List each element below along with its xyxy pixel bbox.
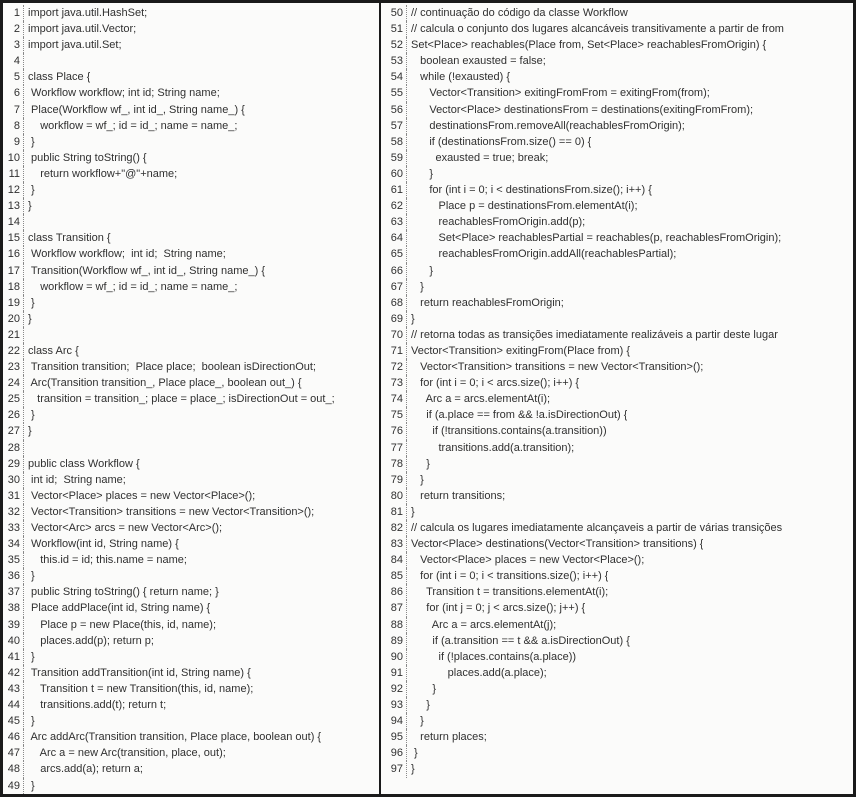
code-line xyxy=(3,295,379,311)
line-number: 84 xyxy=(381,552,407,568)
line-number: 65 xyxy=(381,246,407,262)
code-text: // continuação do código da classe Workflow xyxy=(411,7,628,19)
line-number: 52 xyxy=(381,37,407,53)
line-number: 82 xyxy=(381,520,407,536)
code-text: public String toString() { xyxy=(28,151,147,164)
line-number: 88 xyxy=(381,617,407,633)
code-text: } xyxy=(28,135,35,148)
code-line xyxy=(3,649,379,665)
code-text: for (int j = 0; j < arcs.size(); j++) { xyxy=(411,602,586,615)
line-number: 63 xyxy=(381,214,407,230)
code-text: } xyxy=(411,505,415,518)
code-text: if (a.transition == t && a.isDirectionOut) { xyxy=(411,634,630,647)
code-line xyxy=(3,536,379,552)
code-text: Arc(Transition transition_, Place place_, boolean out_) { xyxy=(28,377,302,390)
code-line xyxy=(3,327,379,343)
code-text: boolean exausted = false; xyxy=(411,55,546,68)
line-number: 83 xyxy=(381,536,407,552)
code-line xyxy=(381,21,853,37)
line-number: 24 xyxy=(3,375,24,391)
code-text: // retorna todas as transições imediatamente realizáveis a partir deste lugar xyxy=(411,328,778,341)
code-text: } xyxy=(28,570,35,583)
code-line xyxy=(3,182,379,198)
line-number: 62 xyxy=(381,198,407,214)
code-line xyxy=(381,85,853,101)
code-text: exausted = true; break; xyxy=(411,151,549,164)
code-line xyxy=(3,69,379,85)
line-number: 33 xyxy=(3,520,24,536)
line-number: 91 xyxy=(381,665,407,681)
code-text: import java.util.Vector; xyxy=(28,23,137,36)
code-line xyxy=(381,198,853,214)
line-number: 68 xyxy=(381,295,407,311)
code-line xyxy=(381,343,853,359)
line-number: 8 xyxy=(3,118,24,134)
code-line xyxy=(3,37,379,53)
code-text: Arc a = arcs.elementAt(j); xyxy=(411,618,557,631)
code-line xyxy=(381,375,853,391)
line-number: 95 xyxy=(381,729,407,745)
line-number: 85 xyxy=(381,568,407,584)
line-number: 7 xyxy=(3,102,24,118)
code-text: Place(Workflow wf_, int id_, String name_) { xyxy=(28,103,245,116)
code-line xyxy=(3,520,379,536)
code-line xyxy=(381,600,853,616)
code-text: } xyxy=(411,473,424,486)
line-number: 44 xyxy=(3,697,24,713)
line-number: 51 xyxy=(381,21,407,37)
line-number: 23 xyxy=(3,359,24,375)
line-number: 10 xyxy=(3,150,24,166)
code-line xyxy=(381,327,853,343)
code-line xyxy=(3,568,379,584)
line-number: 2 xyxy=(3,21,24,37)
code-text: Arc a = new Arc(transition, place, out); xyxy=(28,747,226,760)
code-line xyxy=(381,311,853,327)
code-text: Arc a = arcs.elementAt(i); xyxy=(411,393,551,406)
line-number: 73 xyxy=(381,375,407,391)
line-number: 16 xyxy=(3,246,24,262)
line-number: 78 xyxy=(381,456,407,472)
line-number: 43 xyxy=(3,681,24,697)
code-text: reachablesFromOrigin.add(p); xyxy=(411,216,586,229)
code-line xyxy=(3,681,379,697)
code-line xyxy=(3,423,379,439)
code-text: } xyxy=(28,184,35,197)
line-number: 97 xyxy=(381,761,407,777)
code-text: places.add(a.place); xyxy=(411,666,547,679)
code-text: reachablesFromOrigin.addAll(reachablesPartial); xyxy=(411,248,677,261)
line-number: 57 xyxy=(381,118,407,134)
line-number: 35 xyxy=(3,552,24,568)
code-line xyxy=(3,53,379,69)
code-line xyxy=(381,279,853,295)
line-number: 69 xyxy=(381,311,407,327)
code-line xyxy=(381,552,853,568)
code-text: } xyxy=(411,280,424,293)
code-text: } xyxy=(411,747,418,760)
code-line xyxy=(3,102,379,118)
code-text: Workflow workflow; int id; String name; xyxy=(28,248,226,261)
code-line xyxy=(381,166,853,182)
code-text: Vector<Place> places = new Vector<Place>(); xyxy=(28,489,256,502)
code-text: workflow = wf_; id = id_; name = name_; xyxy=(28,119,238,132)
line-number: 54 xyxy=(381,69,407,85)
line-number: 45 xyxy=(3,713,24,729)
code-line xyxy=(3,198,379,214)
code-line xyxy=(381,359,853,375)
code-line xyxy=(3,263,379,279)
code-text: places.add(p); return p; xyxy=(28,634,154,647)
line-number: 71 xyxy=(381,343,407,359)
code-text: } xyxy=(28,296,35,309)
line-number: 38 xyxy=(3,600,24,616)
code-line xyxy=(381,53,853,69)
line-number: 66 xyxy=(381,263,407,279)
line-number: 60 xyxy=(381,166,407,182)
code-text: } xyxy=(411,167,434,180)
line-number: 13 xyxy=(3,198,24,214)
line-number: 87 xyxy=(381,600,407,616)
code-text: import java.util.HashSet; xyxy=(28,7,148,19)
code-line xyxy=(381,246,853,262)
code-text: } xyxy=(411,457,430,470)
line-number: 18 xyxy=(3,279,24,295)
line-number: 32 xyxy=(3,504,24,520)
line-number: 30 xyxy=(3,472,24,488)
code-line xyxy=(3,745,379,761)
line-number: 90 xyxy=(381,649,407,665)
code-line xyxy=(381,295,853,311)
line-number: 75 xyxy=(381,407,407,423)
code-text: } xyxy=(28,409,35,422)
code-text: } xyxy=(28,200,32,213)
code-text: Vector<Place> destinations(Vector<Transition> transitions) { xyxy=(411,538,704,551)
code-text: workflow = wf_; id = id_; name = name_; xyxy=(28,280,238,293)
line-number: 4 xyxy=(3,53,24,69)
code-line xyxy=(381,102,853,118)
line-number: 15 xyxy=(3,230,24,246)
line-number: 40 xyxy=(3,633,24,649)
line-number: 41 xyxy=(3,649,24,665)
code-line xyxy=(381,182,853,198)
line-number: 72 xyxy=(381,359,407,375)
line-number: 47 xyxy=(3,745,24,761)
code-line xyxy=(381,761,853,777)
line-number: 27 xyxy=(3,423,24,439)
code-text: Vector<Arc> arcs = new Vector<Arc>(); xyxy=(28,522,223,534)
code-line xyxy=(381,713,853,729)
code-line xyxy=(381,440,853,456)
line-number: 77 xyxy=(381,440,407,456)
code-text: class Arc { xyxy=(28,344,79,357)
line-number: 31 xyxy=(3,488,24,504)
code-line xyxy=(3,134,379,150)
code-line xyxy=(3,150,379,166)
code-text: Arc addArc(Transition transition, Place place, boolean out) { xyxy=(28,731,322,744)
code-text: destinationsFrom.removeAll(reachablesFromOrigin); xyxy=(411,119,685,132)
line-number: 3 xyxy=(3,37,24,53)
code-line xyxy=(381,423,853,439)
code-line xyxy=(3,456,379,472)
code-text xyxy=(24,327,28,343)
line-number: 1 xyxy=(3,5,24,21)
code-text: return transitions; xyxy=(411,489,506,502)
line-number: 20 xyxy=(3,311,24,327)
line-number: 56 xyxy=(381,102,407,118)
line-number: 67 xyxy=(381,279,407,295)
code-line xyxy=(3,600,379,616)
line-number: 36 xyxy=(3,568,24,584)
code-line xyxy=(3,552,379,568)
code-line xyxy=(3,617,379,633)
line-number: 25 xyxy=(3,391,24,407)
code-text: if (!places.contains(a.place)) xyxy=(411,650,577,663)
code-line xyxy=(381,391,853,407)
line-number: 37 xyxy=(3,584,24,600)
code-line xyxy=(381,37,853,53)
code-line xyxy=(3,166,379,182)
code-text: } xyxy=(411,763,415,776)
line-number: 17 xyxy=(3,263,24,279)
line-number: 14 xyxy=(3,214,24,230)
line-number: 59 xyxy=(381,150,407,166)
code-text: Set<Place> reachablesPartial = reachables(p, reachablesFromOrigin); xyxy=(411,232,782,245)
code-text: // calcula o conjunto dos lugares alcancáveis transitivamente a partir de from xyxy=(411,23,784,36)
code-text xyxy=(24,214,28,230)
code-text: } xyxy=(411,312,415,325)
code-line xyxy=(3,279,379,295)
line-number: 26 xyxy=(3,407,24,423)
code-text: transitions.add(t); return t; xyxy=(28,699,167,712)
code-line xyxy=(3,633,379,649)
code-line xyxy=(3,504,379,520)
code-text: Vector<Place> places = new Vector<Place>(); xyxy=(411,554,645,567)
code-line xyxy=(3,391,379,407)
code-text: } xyxy=(28,425,32,438)
line-number: 42 xyxy=(3,665,24,681)
line-number: 53 xyxy=(381,53,407,69)
line-number: 94 xyxy=(381,713,407,729)
code-line xyxy=(3,729,379,745)
code-text: arcs.add(a); return a; xyxy=(28,763,143,776)
line-number: 28 xyxy=(3,440,24,456)
line-number: 34 xyxy=(3,536,24,552)
code-line xyxy=(381,745,853,761)
code-text: } xyxy=(411,682,437,695)
code-text: } xyxy=(411,264,434,277)
code-text: } xyxy=(411,715,424,728)
code-line xyxy=(3,246,379,262)
line-number: 79 xyxy=(381,472,407,488)
line-number: 70 xyxy=(381,327,407,343)
code-text: transitions.add(a.transition); xyxy=(411,441,575,454)
line-number: 86 xyxy=(381,584,407,600)
code-line xyxy=(381,150,853,166)
code-line xyxy=(3,343,379,359)
code-line xyxy=(381,504,853,520)
code-column-right xyxy=(379,3,853,794)
line-number: 55 xyxy=(381,85,407,101)
code-text: Place addPlace(int id, String name) { xyxy=(28,602,211,615)
code-line xyxy=(381,536,853,552)
code-text: Transition t = transitions.elementAt(i); xyxy=(411,586,609,599)
code-text: Workflow workflow; int id; String name; xyxy=(28,87,220,100)
code-line xyxy=(3,440,379,456)
code-line xyxy=(381,407,853,423)
code-line xyxy=(381,134,853,150)
code-text: for (int i = 0; i < transitions.size(); i++) { xyxy=(411,570,609,583)
line-number: 49 xyxy=(3,778,24,794)
code-text: // calcula os lugares imediatamente alcançaveis a partir de várias transições xyxy=(411,522,783,534)
code-text: return workflow+"@"+name; xyxy=(28,167,178,180)
code-text: if (!transitions.contains(a.transition)) xyxy=(411,425,607,438)
code-line xyxy=(3,85,379,101)
code-text: } xyxy=(28,650,35,663)
code-line xyxy=(381,568,853,584)
code-text: } xyxy=(411,699,430,712)
code-line xyxy=(3,584,379,600)
code-text: Vector<Transition> exitingFromFrom = exitingFrom(from); xyxy=(411,87,710,100)
code-line xyxy=(381,617,853,633)
code-line xyxy=(381,488,853,504)
code-text: import java.util.Set; xyxy=(28,39,122,52)
code-text: } xyxy=(28,715,35,728)
line-number: 92 xyxy=(381,681,407,697)
code-line xyxy=(381,69,853,85)
code-line xyxy=(381,230,853,246)
line-number: 81 xyxy=(381,504,407,520)
line-number: 11 xyxy=(3,166,24,182)
line-number: 58 xyxy=(381,134,407,150)
line-number: 5 xyxy=(3,69,24,85)
code-line xyxy=(3,761,379,777)
code-line xyxy=(3,214,379,230)
code-line xyxy=(381,456,853,472)
line-number: 39 xyxy=(3,617,24,633)
code-line xyxy=(3,713,379,729)
code-line xyxy=(381,681,853,697)
line-number: 89 xyxy=(381,633,407,649)
line-number: 12 xyxy=(3,182,24,198)
code-text: Transition t = new Transition(this, id, name); xyxy=(28,682,254,695)
code-text: Place p = destinationsFrom.elementAt(i); xyxy=(411,200,638,213)
code-text: if (destinationsFrom.size() == 0) { xyxy=(411,135,592,148)
code-line xyxy=(3,5,379,21)
code-text: int id; String name; xyxy=(28,473,126,486)
code-text: Set<Place> reachables(Place from, Set<Place> reachablesFromOrigin) { xyxy=(411,39,767,52)
code-text: class Place { xyxy=(28,71,91,84)
code-line xyxy=(3,118,379,134)
line-number: 19 xyxy=(3,295,24,311)
code-line xyxy=(381,649,853,665)
code-line xyxy=(381,584,853,600)
code-text: Vector<Transition> transitions = new Vector<Transition>(); xyxy=(411,361,704,374)
line-number: 93 xyxy=(381,697,407,713)
code-text: Transition transition; Place place; boolean isDirectionOut; xyxy=(28,361,316,374)
code-line xyxy=(381,697,853,713)
code-text: for (int i = 0; i < destinationsFrom.size(); i++) { xyxy=(411,184,652,197)
code-text: public class Workflow { xyxy=(28,457,140,470)
code-text: return places; xyxy=(411,731,487,744)
line-number: 46 xyxy=(3,729,24,745)
line-number: 64 xyxy=(381,230,407,246)
code-line xyxy=(381,665,853,681)
code-line xyxy=(3,407,379,423)
code-line xyxy=(3,230,379,246)
code-text: } xyxy=(28,312,32,325)
code-text: Vector<Transition> exitingFrom(Place from) { xyxy=(411,344,631,357)
code-text: while (!exausted) { xyxy=(411,71,511,84)
code-line xyxy=(3,472,379,488)
code-line xyxy=(381,214,853,230)
code-text: } xyxy=(28,779,35,792)
line-number: 21 xyxy=(3,327,24,343)
code-text: this.id = id; this.name = name; xyxy=(28,554,187,567)
code-text: transition = transition_; place = place_; isDirectionOut = out_; xyxy=(28,393,335,406)
code-line xyxy=(3,697,379,713)
code-text xyxy=(24,53,28,69)
code-line xyxy=(3,665,379,681)
code-text xyxy=(24,440,28,456)
code-column-left xyxy=(3,3,379,794)
line-number: 96 xyxy=(381,745,407,761)
line-number: 74 xyxy=(381,391,407,407)
code-line xyxy=(3,488,379,504)
code-line xyxy=(3,778,379,794)
code-text: Workflow(int id, String name) { xyxy=(28,538,179,551)
code-line xyxy=(381,118,853,134)
code-text: if (a.place == from && !a.isDirectionOut) { xyxy=(411,409,628,422)
code-line xyxy=(381,263,853,279)
line-number: 6 xyxy=(3,85,24,101)
code-line xyxy=(3,375,379,391)
line-number: 22 xyxy=(3,343,24,359)
code-text: Transition(Workflow wf_, int id_, String name_) { xyxy=(28,264,266,277)
line-number: 29 xyxy=(3,456,24,472)
code-text: for (int i = 0; i < arcs.size(); i++) { xyxy=(411,377,580,390)
code-line xyxy=(381,472,853,488)
code-text: Place p = new Place(this, id, name); xyxy=(28,618,217,631)
line-number: 48 xyxy=(3,761,24,777)
code-text: public String toString() { return name; } xyxy=(28,586,219,599)
code-line xyxy=(381,5,853,21)
code-line xyxy=(381,520,853,536)
line-number: 50 xyxy=(381,5,407,21)
code-text: return reachablesFromOrigin; xyxy=(411,296,564,309)
line-number: 9 xyxy=(3,134,24,150)
code-line xyxy=(381,633,853,649)
line-number: 76 xyxy=(381,423,407,439)
code-line xyxy=(3,359,379,375)
line-number: 80 xyxy=(381,488,407,504)
code-text: Vector<Place> destinationsFrom = destinations(exitingFromFrom); xyxy=(411,103,754,116)
code-line xyxy=(3,21,379,37)
code-line xyxy=(381,729,853,745)
code-line xyxy=(3,311,379,327)
code-text: Transition addTransition(int id, String name) { xyxy=(28,666,251,679)
code-text: Vector<Transition> transitions = new Vector<Transition>(); xyxy=(28,505,315,518)
code-text: class Transition { xyxy=(28,232,111,245)
line-number: 61 xyxy=(381,182,407,198)
